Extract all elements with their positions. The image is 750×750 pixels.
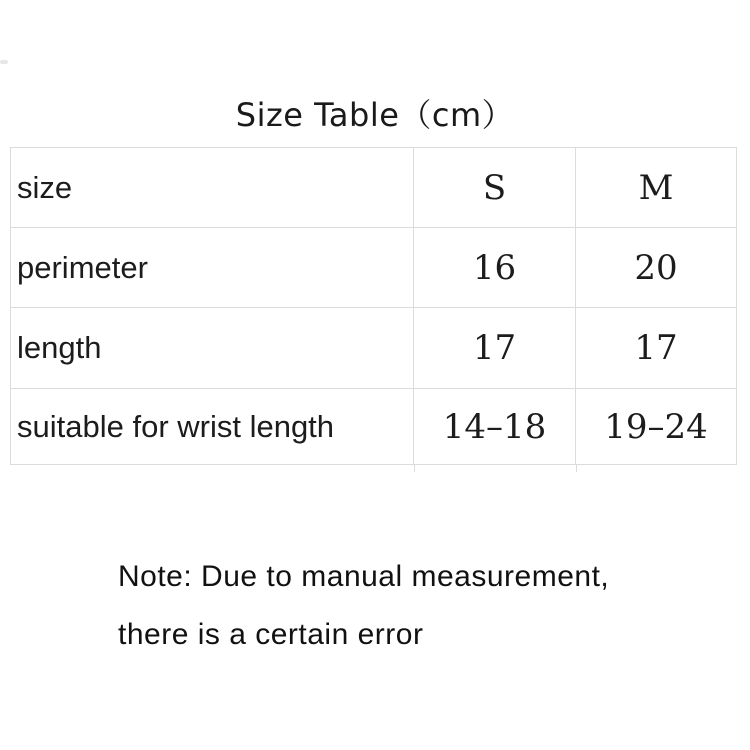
measurement-note-line2: there is a certain error xyxy=(118,618,424,651)
length-label-cell: length xyxy=(11,308,414,389)
measurement-note xyxy=(118,548,718,664)
perimeter-m-cell: 20 xyxy=(576,228,736,308)
table-row-header-label: size xyxy=(11,148,414,228)
perimeter-label-cell: perimeter xyxy=(11,228,414,308)
perimeter-s-cell: 16 xyxy=(414,228,576,308)
table-border-stub-left xyxy=(414,464,415,472)
table-border-stub-right xyxy=(576,464,577,472)
measurement-note-line1: Note: Due to manual measurement, xyxy=(118,560,610,593)
scan-artifact-mark xyxy=(0,60,8,64)
size-table xyxy=(10,147,737,465)
page-title: Size Table（cm） xyxy=(235,96,515,134)
wrist-length-label-cell: suitable for wrist length xyxy=(11,389,414,464)
wrist-length-m-cell: 19–24 xyxy=(604,406,708,447)
length-m-cell: 17 xyxy=(576,308,736,389)
size-m-header-cell: M xyxy=(576,148,736,228)
size-s-header-cell: S xyxy=(414,148,576,228)
wrist-length-s-cell: 14–18 xyxy=(414,389,576,464)
length-s-cell: 17 xyxy=(414,308,576,389)
